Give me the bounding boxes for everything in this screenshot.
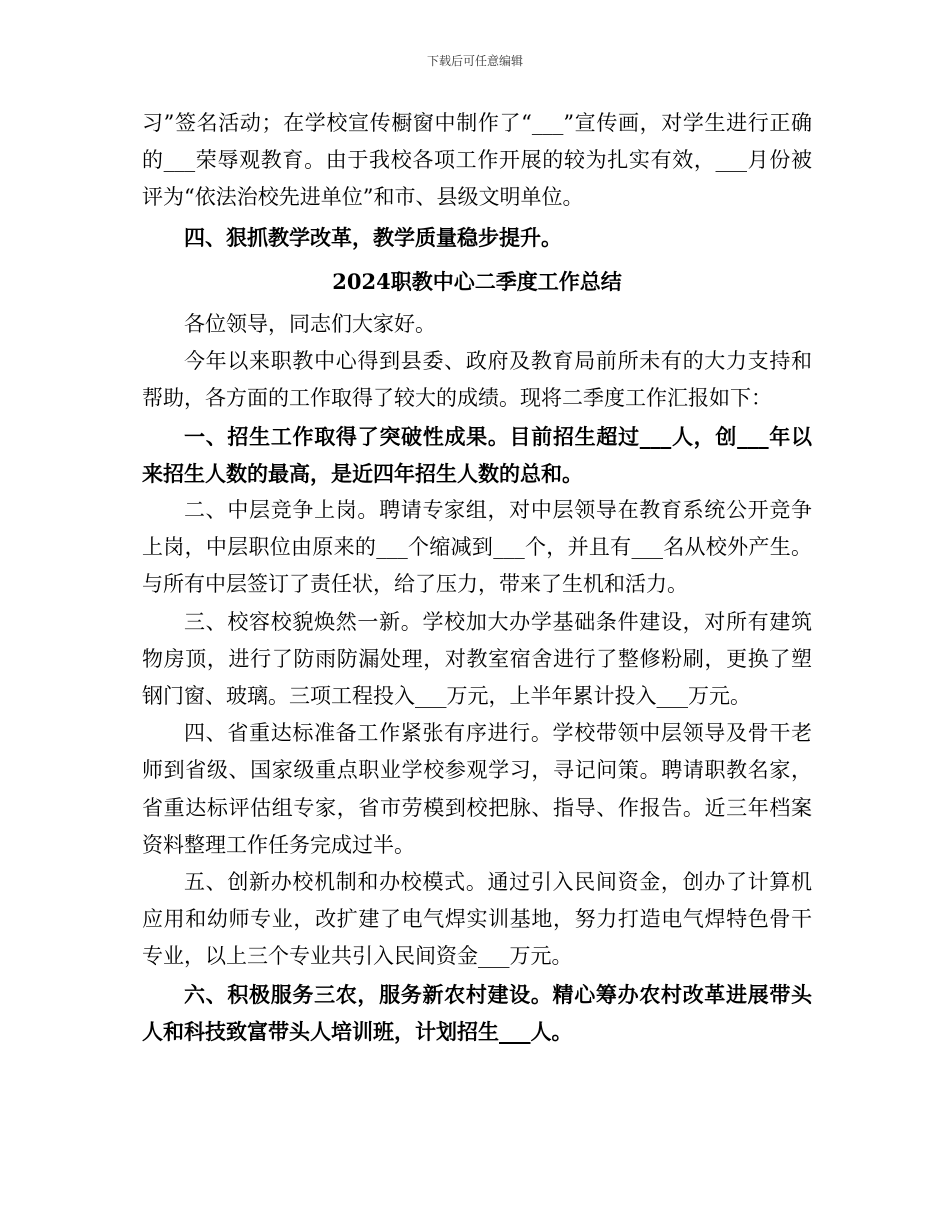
section-1-paragraph: 一、招生工作取得了突破性成果。目前招生超过___人，创___年以来招生人数的最高，是近四年招生人数的总和。 — [142, 423, 812, 486]
section-4-paragraph: 四、省重达标准备工作紧张有序进行。学校带领中层领导及骨干老师到省级、国家级重点职业学校参观学习，寻记问策。聘请职教名家，省重达标评估组专家，省市劳模到校把脉、指导、作报告。近三年档案资料整理工作任务完成过半。 — [142, 721, 812, 857]
section-3-paragraph: 三、校容校貌焕然一新。学校加大办学基础条件建设，对所有建筑物房顶，进行了防雨防漏处理，对教室宿舍进行了整修粉刷，更换了塑钢门窗、玻璃。三项工程投入___万元，上半年累计投入___万元。 — [142, 609, 812, 709]
section-6-paragraph: 六、积极服务三农，服务新农村建设。精心筹办农村改革进展带头人和科技致富带头人培训班，计划招生___人。 — [142, 981, 812, 1044]
section-heading-4: 四、狠抓教学改革，教学质量稳步提升。 — [184, 224, 562, 250]
document-body — [142, 105, 812, 1050]
page-header: 下载后可任意编辑 — [426, 54, 523, 68]
greeting: 各位领导，同志们大家好。 — [184, 312, 436, 337]
section-2-paragraph: 二、中层竞争上岗。聘请专家组，对中层领导在教育系统公开竞争上岗，中层职位由原来的___个缩减到___个，并且有___名从校外产生。与所有中层签订了责任状，给了压力，带来了生机和活力。 — [142, 498, 812, 597]
section-5-paragraph: 五、创新办校机制和办校模式。通过引入民间资金，创办了计算机应用和幼师专业，改扩建了电气焊实训基地，努力打造电气焊特色骨干专业，以上三个专业共引入民间资金___万元。 — [142, 870, 812, 969]
document-title: 2024职教中心二季度工作总结 — [332, 268, 622, 294]
paragraph-continued: 习”签名活动；在学校宣传橱窗中制作了“___”宣传画，对学生进行正确的___荣辱观教育。由于我校各项工作开展的较为扎实有效，___月份被评为“依法治校先进单位”和市、县级文明单位。 — [142, 111, 812, 210]
intro-paragraph: 今年以来职教中心得到县委、政府及教育局前所未有的大力支持和帮助，各方面的工作取得了较大的成绩。现将二季度工作汇报如下： — [142, 349, 812, 411]
